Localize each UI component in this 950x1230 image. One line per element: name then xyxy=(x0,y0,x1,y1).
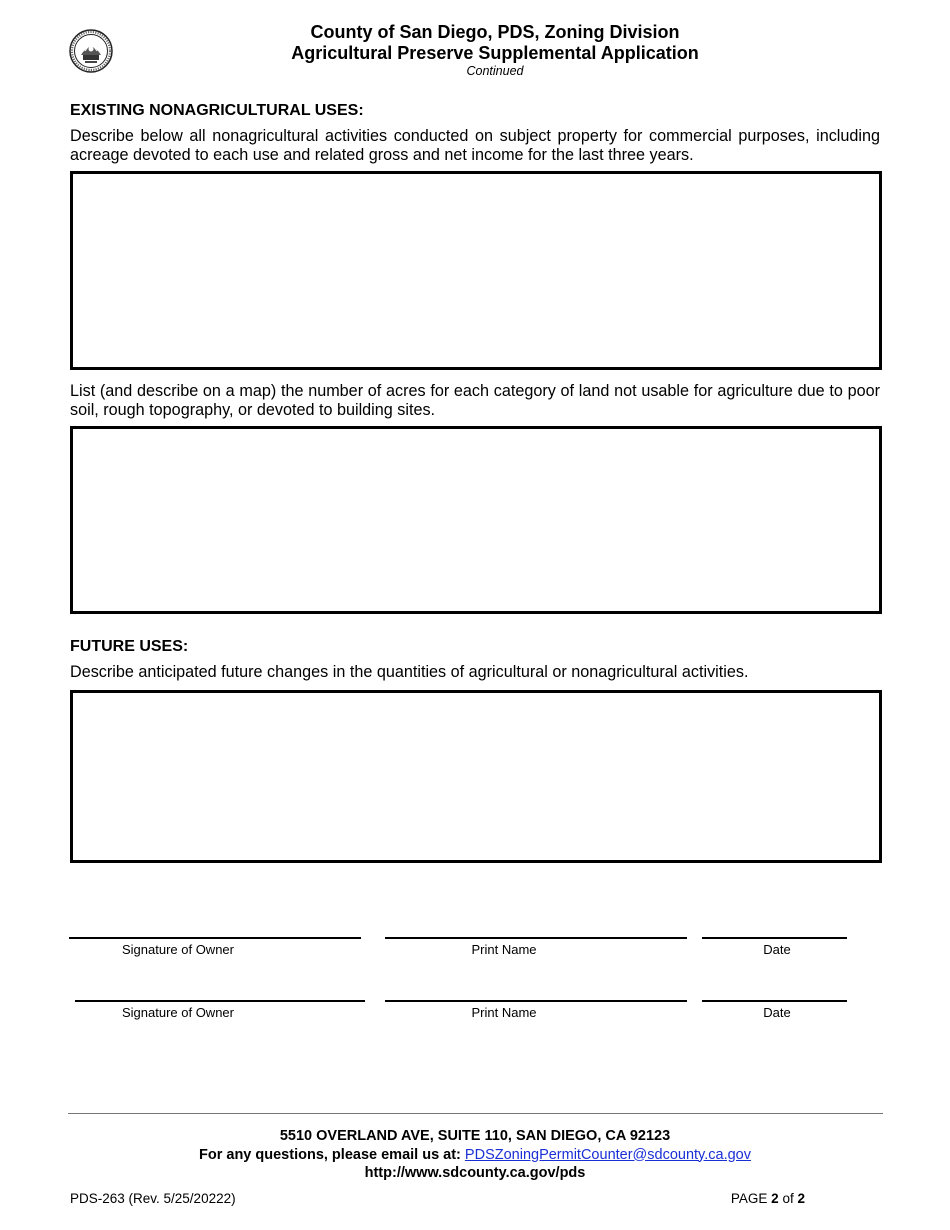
header-title-line2: Agricultural Preserve Supplemental Application xyxy=(291,43,699,63)
owner-signature-line-1[interactable] xyxy=(69,937,361,939)
future-uses-heading: FUTURE USES: xyxy=(70,638,189,655)
print-name-line-2[interactable] xyxy=(385,1000,687,1002)
date-line-2[interactable] xyxy=(702,1000,847,1002)
page-current: 2 xyxy=(771,1191,779,1206)
document-header xyxy=(0,22,950,79)
footer-address: 5510 OVERLAND AVE, SUITE 110, SAN DIEGO, CA 92123 xyxy=(279,1128,671,1144)
date-label-2: Date xyxy=(763,1005,791,1020)
date-line-1[interactable] xyxy=(702,937,847,939)
owner-signature-label-1: Signature of Owner xyxy=(121,942,234,957)
owner-signature-label-2: Signature of Owner xyxy=(121,1005,234,1020)
header-continued: Continued xyxy=(466,64,524,78)
future-uses-field[interactable] xyxy=(70,690,882,863)
existing-uses-heading: EXISTING NONAGRICULTURAL USES: xyxy=(70,102,364,119)
footer-contact-line xyxy=(0,1146,950,1165)
footer-email-link[interactable]: PDSZoningPermitCounter@sdcounty.ca.gov xyxy=(464,1146,751,1163)
footer xyxy=(0,1127,950,1183)
date-label-1: Date xyxy=(763,942,791,957)
existing-uses-field[interactable] xyxy=(70,171,882,370)
owner-signature-line-2[interactable] xyxy=(75,1000,365,1002)
footer-divider xyxy=(68,1113,883,1114)
page-of: of xyxy=(782,1191,794,1206)
page-number xyxy=(731,1191,805,1207)
future-uses-description: Describe anticipated future changes in the quantities of agricultural or nonagricultural activities. xyxy=(70,663,749,681)
footer-questions-text: For any questions, please email us at: xyxy=(199,1146,461,1163)
form-id: PDS-263 (Rev. 5/25/20222) xyxy=(70,1191,236,1206)
print-name-label-2: Print Name xyxy=(471,1005,537,1020)
footer-website: http://www.sdcounty.ca.gov/pds xyxy=(364,1165,586,1181)
header-title-line1: County of San Diego, PDS, Zoning Division xyxy=(310,22,680,42)
page-prefix: PAGE xyxy=(730,1191,768,1206)
page-total: 2 xyxy=(797,1191,805,1206)
print-name-label-1: Print Name xyxy=(471,942,537,957)
unusable-land-field[interactable] xyxy=(70,426,882,614)
print-name-line-1[interactable] xyxy=(385,937,687,939)
unusable-land-description: List (and describe on a map) the number of acres for each category of land not usable for agriculture due to poor soil, rough topography, or devoted to building sites. xyxy=(70,382,880,419)
existing-uses-description: Describe below all nonagricultural activities conducted on subject property for commercial purposes, including acreage devoted to each use and related gross and net income for the last three years. xyxy=(70,127,880,164)
